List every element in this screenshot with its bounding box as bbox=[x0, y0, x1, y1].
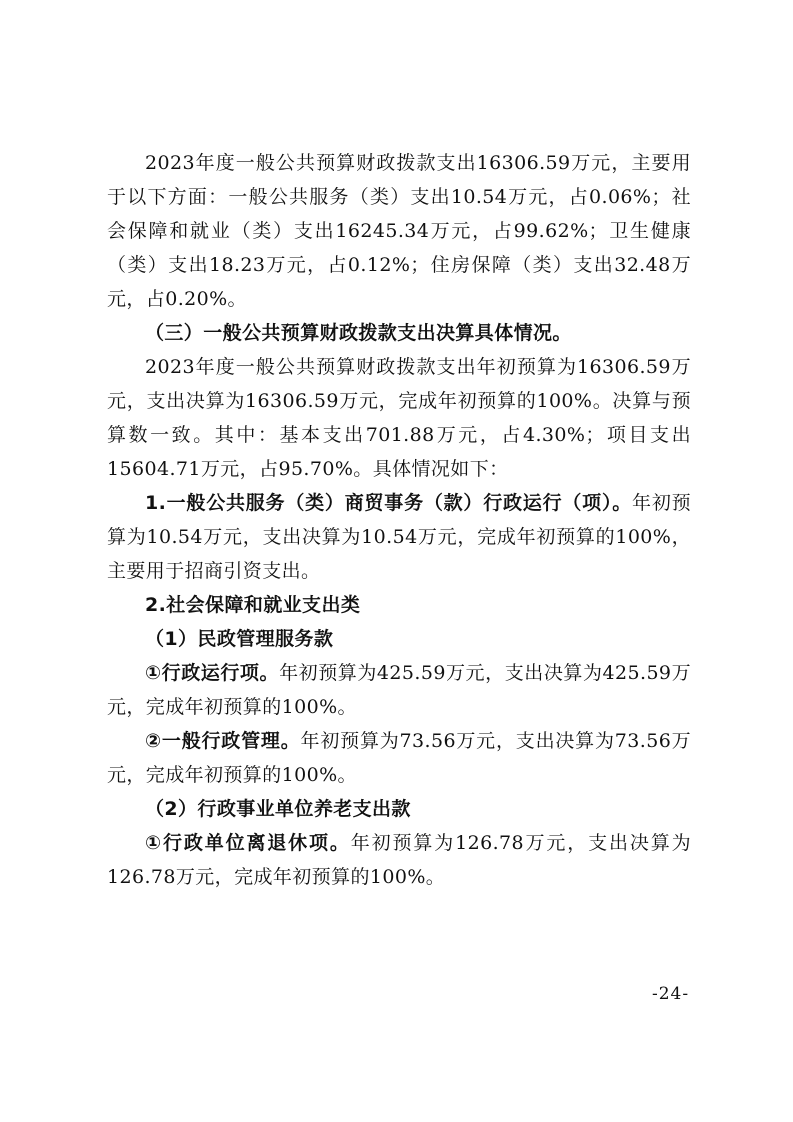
page-number: -24- bbox=[652, 984, 690, 1004]
subsection-1-heading: （1）民政管理服务款 bbox=[145, 628, 334, 650]
subsection-2-heading: （2）行政事业单位养老支出款 bbox=[145, 798, 411, 820]
sub1-a-title: ①行政运行项。 bbox=[145, 662, 280, 684]
item-2-heading: 2.社会保障和就业支出类 bbox=[145, 594, 361, 616]
item-1-text: 年初预算为10.54万元，支出决算为10.54万元，完成年初预算的100%，主要用于招商引资支出。 bbox=[107, 492, 692, 582]
paragraph-sub1-b bbox=[107, 724, 691, 792]
paragraph-sub2-a bbox=[107, 826, 691, 894]
paragraph-sub1-a bbox=[107, 656, 691, 724]
paragraph-budget-overview: 2023年度一般公共预算财政拨款支出年初预算为16306.59万元，支出决算为16306.59万元，完成年初预算的100%。决算与预算数一致。其中：基本支出701.88万元，占4.30%；项目支出15604.71万元，占95.70%。具体情况如下： bbox=[107, 356, 691, 480]
sub2-a-text: 年初预算为126.78万元，支出决算为126.78万元，完成年初预算的100%。 bbox=[107, 832, 691, 888]
sub2-a-title: ①行政单位离退休项。 bbox=[145, 832, 351, 854]
paragraph-item-1 bbox=[107, 486, 691, 588]
paragraph-expenditure-summary: 2023年度一般公共预算财政拨款支出16306.59万元，主要用于以下方面：一般公共服务（类）支出10.54万元，占0.06%；社会保障和就业（类）支出16245.34万元，占99.62%；卫生健康（类）支出18.23万元，占0.12%；住房保障（类）支出32.48万元，占0.20%。 bbox=[107, 152, 691, 310]
sub1-b-text: 年初预算为73.56万元，支出决算为73.56万元，完成年初预算的100%。 bbox=[107, 730, 691, 786]
sub1-a-text: 年初预算为425.59万元，支出决算为425.59万元，完成年初预算的100%。 bbox=[107, 662, 691, 718]
sub1-b-title: ②一般行政管理。 bbox=[145, 730, 301, 752]
item-1-title: 1.一般公共服务（类）商贸事务（款）行政运行（项）。 bbox=[145, 492, 633, 514]
document-body bbox=[107, 146, 691, 894]
section-heading-3: （三）一般公共预算财政拨款支出决算具体情况。 bbox=[145, 322, 572, 344]
